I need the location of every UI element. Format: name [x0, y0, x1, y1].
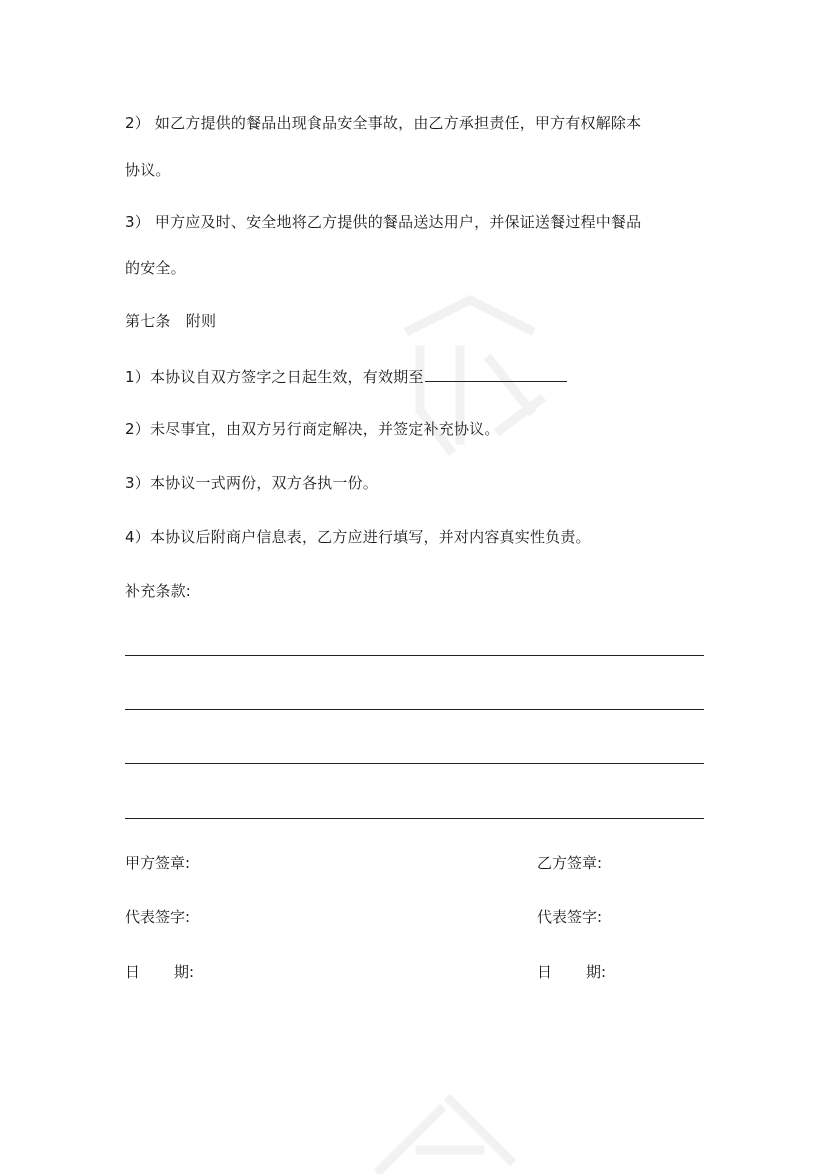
validity-date-blank[interactable] — [425, 365, 567, 382]
supplement-blank-line-3[interactable] — [125, 763, 704, 764]
watermark-logo-bottom — [360, 1080, 540, 1174]
supplement-blank-line-1[interactable] — [125, 655, 704, 656]
date-char-2: 期: — [174, 963, 195, 981]
party-a-seal-label: 甲方签章: — [125, 854, 191, 872]
party-b-date-label — [537, 961, 606, 983]
date-char-2: 期: — [586, 963, 607, 981]
article-7-item-1 — [125, 365, 567, 388]
article-7-heading: 第七条 附则 — [125, 312, 217, 330]
party-a-date-label — [125, 961, 194, 983]
clause-3-line-2: 的安全。 — [125, 259, 186, 277]
party-b-seal-label: 乙方签章: — [537, 854, 603, 872]
article-7-item-4: 4）本协议后附商户信息表，乙方应进行填写，并对内容真实性负责。 — [125, 528, 591, 546]
supplement-blank-line-2[interactable] — [125, 709, 704, 710]
party-b-rep-label: 代表签字: — [537, 908, 603, 926]
clause-2-line-1: 2） 如乙方提供的餐品出现食品安全事故，由乙方承担责任，甲方有权解除本 — [125, 114, 642, 132]
clause-3-line-1: 3） 甲方应及时、安全地将乙方提供的餐品送达用户，并保证送餐过程中餐品 — [125, 213, 642, 231]
supplement-blank-line-4[interactable] — [125, 818, 704, 819]
article-7-item-3: 3）本协议一式两份，双方各执一份。 — [125, 474, 378, 492]
party-a-rep-label: 代表签字: — [125, 908, 191, 926]
article-7-item-1-text: 1）本协议自双方签字之日起生效，有效期至 — [125, 368, 424, 386]
date-char-1: 日 — [125, 963, 141, 981]
supplement-label: 补充条款: — [125, 582, 192, 600]
article-7-item-2: 2）未尽事宜，由双方另行商定解决，并签定补充协议。 — [125, 420, 500, 438]
date-char-1: 日 — [537, 963, 553, 981]
clause-2-line-2: 协议。 — [125, 161, 171, 179]
